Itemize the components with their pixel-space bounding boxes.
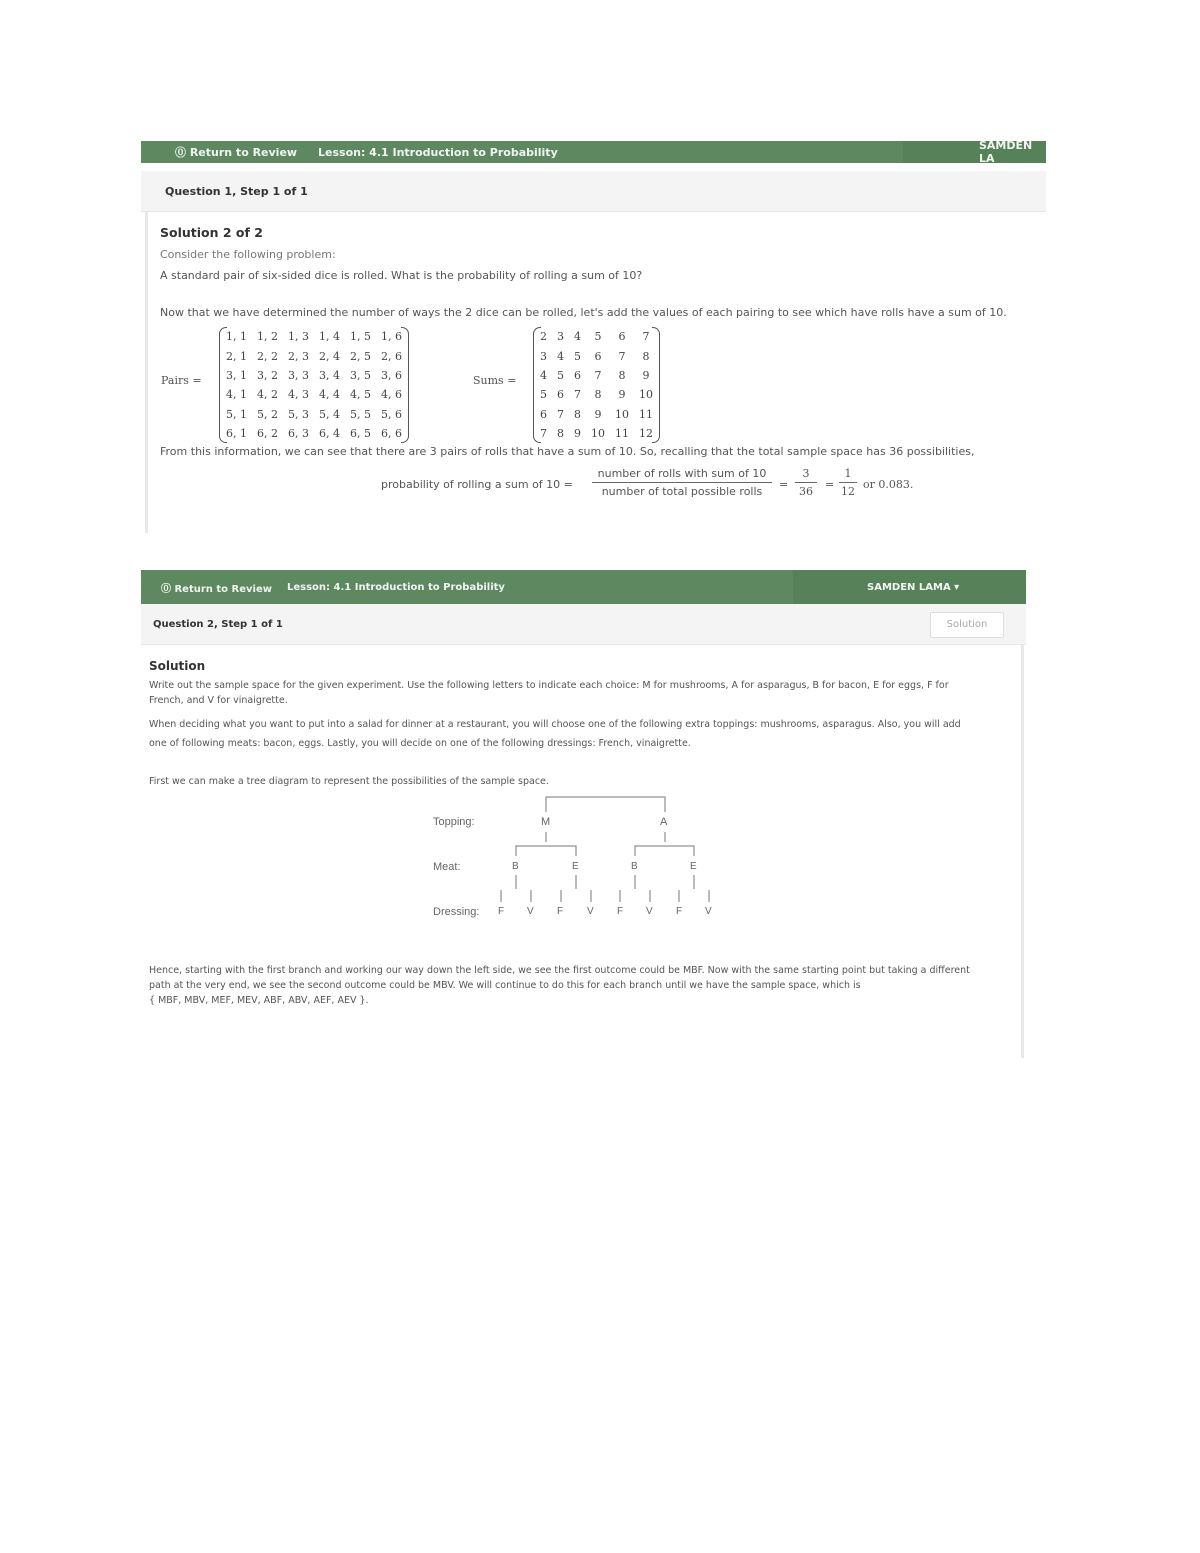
matrix-cell: 6 [594,349,602,363]
matrix-cell: 7 [540,427,547,441]
matrix-row [221,424,407,443]
matrix-cell: 1, 6 [381,330,402,344]
dressing-node: V [646,906,653,917]
meat-node: E [690,861,697,872]
matrix-cell: 7 [594,368,602,382]
return-to-review-link[interactable]: ⓪ Return to Review [175,146,298,159]
problem-line-1: When deciding what you want to put into a salad for dinner at a restaurant, you will choose one of the following extra toppings: mushrooms, asparagus. Also, you will add [149,719,961,730]
tree-diagram [421,792,721,922]
instructions-line-2: French, and V for vinaigrette. [149,695,288,706]
matrix-cell: 10 [639,388,653,402]
solution-button[interactable]: Solution [930,612,1004,638]
equals-sign: = [825,478,835,491]
matrix-row [535,405,658,424]
matrix-cell: 6, 1 [226,427,247,441]
right-brace [401,327,409,443]
return-to-review-link[interactable]: ⓪ Return to Review [161,583,272,595]
fraction-denominator: 36 [799,485,813,498]
top-navbar [141,141,1046,163]
meat-label: Meat: [433,861,461,873]
matrix-row [535,424,658,443]
outcome-line-2: path at the very end, we see the second outcome could be MBV. We will continue to do this for each branch until we have the sample space, which is [149,980,861,991]
right-brace [652,327,660,443]
matrix-cell: 7 [557,407,564,421]
fraction-numerator: number of rolls with sum of 10 [592,467,772,483]
matrix-cell: 6 [540,407,547,421]
left-brace [533,327,541,443]
matrix-cell: 4, 3 [288,388,309,402]
fraction-denominator: 12 [841,485,855,498]
matrix-cell: 3, 1 [226,368,247,382]
matrix-cell: 1, 2 [257,330,278,344]
intro-text: Consider the following problem: [160,248,336,261]
matrix-row [535,346,658,365]
matrix-cell: 5, 3 [288,407,309,421]
step-bar [141,171,1046,212]
user-name: SAMDEN LAMA ▾ [867,581,960,593]
matrix-cell: 1, 5 [350,330,371,344]
sums-label: Sums = [473,374,517,387]
matrix-cell: 6, 2 [257,427,278,441]
sums-matrix [535,327,658,443]
formula-lhs: probability of rolling a sum of 10 = [381,478,573,491]
matrix-row [535,366,658,385]
matrix-cell: 7 [618,349,626,363]
matrix-cell: 5 [574,349,581,363]
matrix-row [221,405,407,424]
matrix-cell: 6 [574,368,581,382]
equals-sign: = [779,478,789,491]
pairs-table [221,327,407,443]
matrix-cell: 1, 3 [288,330,309,344]
problem-line-2: one of following meats: bacon, eggs. Lastly, you will decide on one of the following dressings: French, vinaigrette. [149,738,691,749]
matrix-cell: 4 [574,330,581,344]
tree-branches [421,792,721,922]
matrix-cell: 8 [594,388,602,402]
matrix-cell: 6, 4 [319,427,340,441]
problem-text: A standard pair of six-sided dice is rolled. What is the probability of rolling a sum of 10? [160,269,643,282]
fraction-3-36 [795,467,817,498]
dressing-label: Dressing: [433,906,480,918]
sums-table [535,327,658,443]
matrix-cell: 11 [639,407,653,421]
dressing-node: V [527,906,534,917]
matrix-cell: 3, 6 [381,368,402,382]
meat-node: E [572,861,579,872]
fraction-numerator: 3 [795,467,817,483]
topping-node-m: M [541,816,551,828]
matrix-row [221,346,407,365]
meat-node: B [631,861,638,872]
matrix-cell: 10 [591,427,605,441]
matrix-cell: 6 [618,330,626,344]
matrix-cell: 9 [618,388,626,402]
matrix-cell: 8 [642,349,650,363]
dressing-node: F [498,906,505,917]
matrix-cell: 4, 2 [257,388,278,402]
matrix-cell: 3 [557,330,564,344]
matrix-cell: 7 [574,388,581,402]
matrix-cell: 9 [594,407,602,421]
top-navbar [141,570,1026,604]
matrix-cell: 3, 5 [350,368,371,382]
meat-node: B [512,861,519,872]
matrix-cell: 4, 6 [381,388,402,402]
user-name: SAMDEN LA [979,139,1033,165]
matrix-cell: 9 [574,427,581,441]
matrix-cell: 2, 2 [257,349,278,363]
instructions-line-1: Write out the sample space for the given experiment. Use the following letters to indicate each choice: M for mushrooms, A for asparagus, B for bacon, E for eggs, F for [149,680,949,691]
matrix-cell: 1, 4 [319,330,340,344]
matrix-cell: 2 [540,330,547,344]
matrix-cell: 10 [615,407,629,421]
fraction-1-12 [839,467,857,498]
left-brace [219,327,227,443]
matrix-cell: 4, 4 [319,388,340,402]
lesson-title: Lesson: 4.1 Introduction to Probability [287,581,505,593]
fraction-denominator: number of total possible rolls [601,485,763,498]
matrix-cell: 5, 1 [226,407,247,421]
step-label: Question 1, Step 1 of 1 [165,184,308,198]
solution-heading: Solution 2 of 2 [160,225,263,240]
dressing-node: F [676,906,683,917]
review-panel-question-2 [141,570,1026,1058]
matrix-cell: 6, 3 [288,427,309,441]
topping-label: Topping: [433,816,475,828]
matrix-cell: 4, 5 [350,388,371,402]
user-menu[interactable] [903,141,1046,163]
right-border [1021,644,1024,1058]
matrix-cell: 6 [557,388,564,402]
solution-heading: Solution [149,659,206,673]
matrix-cell: 3 [540,349,547,363]
matrix-cell: 3, 4 [319,368,340,382]
probability-formula [381,467,941,503]
decimal-answer: or 0.083. [863,478,914,491]
conclusion-text: From this information, we can see that there are 3 pairs of rolls that have a sum of 10. So, recalling that the total sample space has 36 possibilities, [160,445,975,458]
matrix-cell: 1, 1 [226,330,247,344]
matrix-cell: 8 [618,368,626,382]
sample-space-result: { MBF, MBV, MEF, MEV, ABF, ABV, AEF, AEV }. [149,995,369,1006]
step-bar [141,604,1026,645]
lesson-title: Lesson: 4.1 Introduction to Probability [318,145,558,159]
matrix-cell: 4 [540,368,547,382]
matrix-cell: 8 [574,407,581,421]
matrix-cell: 6, 5 [350,427,371,441]
dressing-node: F [557,906,564,917]
matrix-cell: 2, 3 [288,349,309,363]
matrix-row [535,385,658,404]
matrix-cell: 7 [642,330,650,344]
matrix-row [221,366,407,385]
matrix-cell: 12 [639,427,653,441]
dressing-node: V [705,906,712,917]
matrix-cell: 6, 6 [381,427,402,441]
matrix-cell: 5 [594,330,602,344]
matrix-row [221,327,407,346]
matrix-cell: 2, 4 [319,349,340,363]
matrix-cell: 5, 5 [350,407,371,421]
matrix-row [535,327,658,346]
fraction-numerator: 1 [839,467,857,483]
topping-node-a: A [660,816,668,828]
matrix-cell: 8 [557,427,564,441]
matrix-cell: 2, 1 [226,349,247,363]
matrix-cell: 3, 2 [257,368,278,382]
matrix-cell: 5 [540,388,547,402]
user-menu[interactable] [793,570,1026,604]
matrix-cell: 11 [615,427,629,441]
step-label: Question 2, Step 1 of 1 [153,618,283,630]
matrix-cell: 5, 4 [319,407,340,421]
tree-intro-text: First we can make a tree diagram to represent the possibilities of the sample space. [149,776,549,787]
matrix-cell: 9 [642,368,650,382]
matrix-cell: 2, 5 [350,349,371,363]
matrix-cell: 5, 2 [257,407,278,421]
matrix-cell: 5, 6 [381,407,402,421]
matrix-cell: 5 [557,368,564,382]
matrix-cell: 2, 6 [381,349,402,363]
pairs-label: Pairs = [161,374,202,387]
left-border [145,212,148,533]
matrix-row [221,385,407,404]
pairs-matrix [221,327,407,443]
outcome-line-1: Hence, starting with the first branch and working our way down the left side, we see the first outcome could be MBF. Now with the same starting point but taking a different [149,965,970,976]
review-panel-question-1 [141,141,1046,533]
matrix-cell: 3, 3 [288,368,309,382]
dressing-node: F [617,906,624,917]
formula-fraction [592,467,772,498]
matrix-cell: 4, 1 [226,388,247,402]
explanation-text: Now that we have determined the number of ways the 2 dice can be rolled, let's add the values of each pairing to see which have rolls have a sum of 10. [160,306,1007,319]
matrix-cell: 4 [557,349,564,363]
dressing-node: V [587,906,594,917]
